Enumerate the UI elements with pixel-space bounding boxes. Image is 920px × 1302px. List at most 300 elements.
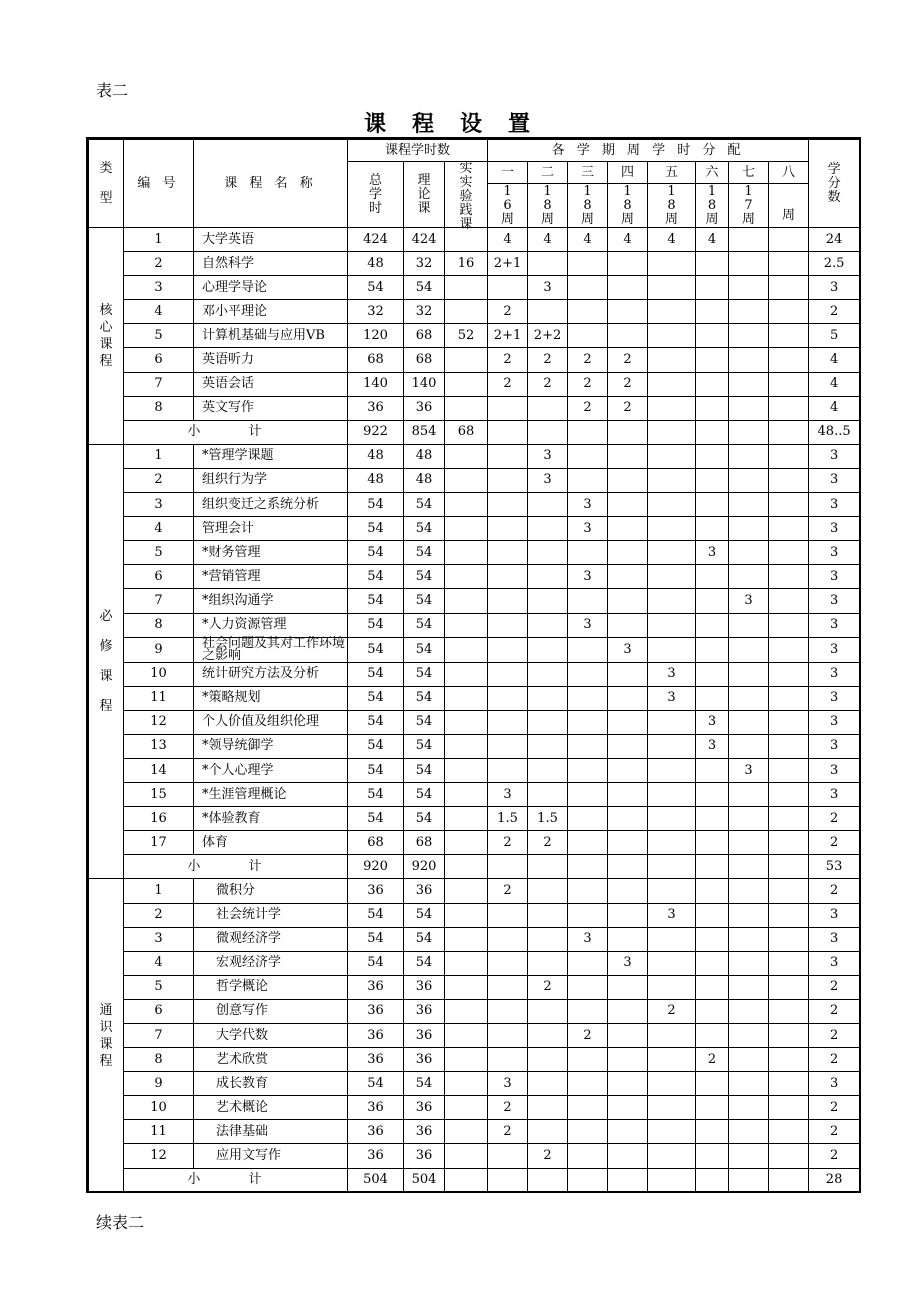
- semester-4-hours: [608, 758, 648, 782]
- semester-2-hours: [528, 541, 568, 565]
- subtotal-semester-7: [729, 855, 769, 879]
- course-name: 个人价值及组织伦理: [194, 710, 348, 734]
- course-name: *营销管理: [194, 565, 348, 589]
- semester-1-hours: [488, 975, 528, 999]
- table-row: [89, 348, 860, 372]
- course-number: 4: [124, 517, 194, 541]
- semester-2-hours: [528, 1024, 568, 1048]
- subtotal-semester-2: [528, 855, 568, 879]
- semester-2-hours: 2: [528, 975, 568, 999]
- course-number: 17: [124, 831, 194, 855]
- course-credit: 3: [809, 444, 860, 468]
- semester-2-hours: [528, 613, 568, 637]
- total-hours: 68: [348, 831, 404, 855]
- table-row: [89, 252, 860, 276]
- total-hours: 48: [348, 444, 404, 468]
- semester-3-hours: [568, 1096, 608, 1120]
- course-number: 1: [124, 879, 194, 903]
- semester-2-hours: [528, 589, 568, 613]
- semester-7-hours: [729, 1024, 769, 1048]
- semester-4-hours: [608, 879, 648, 903]
- practice-hours: [445, 372, 488, 396]
- semester-2-hours: [528, 300, 568, 324]
- semester-7-hours: [729, 710, 769, 734]
- semester-7-hours: [729, 951, 769, 975]
- theory-hours: 54: [404, 1072, 445, 1096]
- table-row: [89, 975, 860, 999]
- semester-5-hours: [648, 807, 696, 831]
- semester-5-hours: [648, 300, 696, 324]
- header-theory: 理论课: [404, 162, 445, 228]
- semester-4-hours: [608, 468, 648, 492]
- semester-3-hours: [568, 783, 608, 807]
- header-semester-2: 二: [528, 162, 568, 184]
- semester-2-hours: [528, 662, 568, 686]
- semester-6-hours: [696, 1120, 729, 1144]
- theory-hours: 54: [404, 903, 445, 927]
- semester-4-hours: 2: [608, 396, 648, 420]
- semester-8-hours: [769, 637, 809, 662]
- semester-7-hours: [729, 300, 769, 324]
- course-credit: 3: [809, 903, 860, 927]
- practice-hours: [445, 1024, 488, 1048]
- semester-1-hours: [488, 276, 528, 300]
- theory-hours: 54: [404, 710, 445, 734]
- semester-4-hours: [608, 1024, 648, 1048]
- subtotal-semester-6: [696, 1168, 729, 1192]
- subtotal-semester-2: [528, 1168, 568, 1192]
- course-credit: 2: [809, 1096, 860, 1120]
- semester-5-hours: [648, 951, 696, 975]
- subtotal-practice-hours: [445, 855, 488, 879]
- semester-3-hours: 3: [568, 613, 608, 637]
- practice-hours: [445, 903, 488, 927]
- semester-1-hours: [488, 951, 528, 975]
- semester-1-hours: 2: [488, 1096, 528, 1120]
- semester-2-hours: 2: [528, 1144, 568, 1168]
- semester-7-hours: [729, 831, 769, 855]
- semester-7-hours: [729, 276, 769, 300]
- semester-7-hours: [729, 1144, 769, 1168]
- semester-8-hours: [769, 396, 809, 420]
- semester-3-hours: [568, 951, 608, 975]
- semester-6-hours: [696, 613, 729, 637]
- semester-3-hours: [568, 903, 608, 927]
- semester-1-hours: 2+1: [488, 252, 528, 276]
- semester-6-hours: [696, 686, 729, 710]
- semester-6-hours: [696, 951, 729, 975]
- table-row: [89, 758, 860, 782]
- semester-5-hours: [648, 1096, 696, 1120]
- semester-1-hours: [488, 396, 528, 420]
- course-number: 8: [124, 1048, 194, 1072]
- theory-hours: 48: [404, 444, 445, 468]
- course-number: 3: [124, 276, 194, 300]
- subtotal-semester-4: [608, 420, 648, 444]
- theory-hours: 36: [404, 879, 445, 903]
- course-number: 3: [124, 493, 194, 517]
- subtotal-semester-4: [608, 855, 648, 879]
- semester-6-hours: [696, 879, 729, 903]
- semester-2-hours: [528, 710, 568, 734]
- semester-5-hours: 3: [648, 662, 696, 686]
- semester-7-hours: [729, 396, 769, 420]
- course-credit: 24: [809, 228, 860, 252]
- semester-4-hours: [608, 927, 648, 951]
- course-number: 10: [124, 1096, 194, 1120]
- semester-1-hours: [488, 493, 528, 517]
- semester-6-hours: [696, 396, 729, 420]
- semester-1-hours: 2: [488, 879, 528, 903]
- semester-8-hours: [769, 228, 809, 252]
- header-weeks-6: 18周: [696, 184, 729, 228]
- semester-8-hours: [769, 686, 809, 710]
- total-hours: 120: [348, 324, 404, 348]
- semester-5-hours: [648, 758, 696, 782]
- course-credit: 3: [809, 613, 860, 637]
- semester-6-hours: [696, 1024, 729, 1048]
- semester-3-hours: 3: [568, 565, 608, 589]
- semester-8-hours: [769, 662, 809, 686]
- course-number: 6: [124, 348, 194, 372]
- semester-1-hours: [488, 734, 528, 758]
- practice-hours: [445, 686, 488, 710]
- course-number: 1: [124, 444, 194, 468]
- course-credit: 2: [809, 975, 860, 999]
- header-practice: 实实验践课: [445, 162, 488, 228]
- header-semester-group: 各 学 期 周 学 时 分 配: [488, 140, 809, 162]
- course-credit: 3: [809, 493, 860, 517]
- theory-hours: 32: [404, 252, 445, 276]
- semester-7-hours: [729, 686, 769, 710]
- practice-hours: [445, 807, 488, 831]
- semester-1-hours: [488, 662, 528, 686]
- table-label: 表二: [96, 81, 129, 100]
- practice-hours: [445, 758, 488, 782]
- course-table: [88, 139, 860, 1193]
- course-credit: 3: [809, 783, 860, 807]
- course-credit: 4: [809, 372, 860, 396]
- theory-hours: 54: [404, 951, 445, 975]
- theory-hours: 48: [404, 468, 445, 492]
- table-body: [89, 228, 860, 1193]
- course-name: 管理会计: [194, 517, 348, 541]
- total-hours: 54: [348, 807, 404, 831]
- course-credit: 3: [809, 662, 860, 686]
- semester-8-hours: [769, 565, 809, 589]
- total-hours: 54: [348, 734, 404, 758]
- header-weeks-3: 18周: [568, 184, 608, 228]
- semester-7-hours: [729, 662, 769, 686]
- semester-1-hours: 2: [488, 1120, 528, 1144]
- semester-4-hours: [608, 831, 648, 855]
- semester-5-hours: [648, 276, 696, 300]
- course-name: 创意写作: [194, 999, 348, 1023]
- semester-4-hours: [608, 252, 648, 276]
- course-name: 艺术概论: [194, 1096, 348, 1120]
- semester-2-hours: [528, 565, 568, 589]
- semester-3-hours: [568, 541, 608, 565]
- semester-1-hours: 2: [488, 831, 528, 855]
- semester-2-hours: [528, 758, 568, 782]
- semester-1-hours: [488, 710, 528, 734]
- semester-1-hours: 2: [488, 300, 528, 324]
- semester-8-hours: [769, 831, 809, 855]
- semester-3-hours: [568, 1120, 608, 1144]
- course-name: *财务管理: [194, 541, 348, 565]
- semester-4-hours: [608, 1096, 648, 1120]
- semester-1-hours: 1.5: [488, 807, 528, 831]
- subtotal-theory-hours: 504: [404, 1168, 445, 1192]
- semester-2-hours: [528, 927, 568, 951]
- semester-1-hours: 3: [488, 783, 528, 807]
- theory-hours: 54: [404, 541, 445, 565]
- subtotal-label: 小 计: [124, 420, 348, 444]
- semester-2-hours: [528, 396, 568, 420]
- semester-5-hours: [648, 565, 696, 589]
- semester-1-hours: [488, 565, 528, 589]
- semester-4-hours: [608, 903, 648, 927]
- course-number: 5: [124, 324, 194, 348]
- subtotal-semester-3: [568, 1168, 608, 1192]
- total-hours: 36: [348, 1024, 404, 1048]
- course-name: 应用文写作: [194, 1144, 348, 1168]
- semester-8-hours: [769, 1024, 809, 1048]
- course-name: *管理学课题: [194, 444, 348, 468]
- semester-4-hours: [608, 1120, 648, 1144]
- semester-5-hours: 4: [648, 228, 696, 252]
- semester-2-hours: [528, 783, 568, 807]
- semester-6-hours: [696, 324, 729, 348]
- total-hours: 54: [348, 517, 404, 541]
- subtotal-credit: 28: [809, 1168, 860, 1192]
- semester-7-hours: [729, 493, 769, 517]
- semester-3-hours: 2: [568, 1024, 608, 1048]
- semester-1-hours: 2: [488, 348, 528, 372]
- semester-4-hours: [608, 662, 648, 686]
- semester-5-hours: 2: [648, 999, 696, 1023]
- semester-2-hours: 2: [528, 372, 568, 396]
- semester-1-hours: [488, 444, 528, 468]
- semester-2-hours: [528, 637, 568, 662]
- semester-8-hours: [769, 1048, 809, 1072]
- semester-2-hours: 3: [528, 468, 568, 492]
- semester-2-hours: [528, 517, 568, 541]
- header-weeks-8: 周: [769, 184, 809, 228]
- theory-hours: 36: [404, 975, 445, 999]
- theory-hours: 54: [404, 493, 445, 517]
- semester-5-hours: [648, 613, 696, 637]
- semester-4-hours: [608, 565, 648, 589]
- table-row: [89, 300, 860, 324]
- total-hours: 54: [348, 565, 404, 589]
- course-number: 2: [124, 468, 194, 492]
- course-credit: 4: [809, 348, 860, 372]
- subtotal-practice-hours: [445, 1168, 488, 1192]
- theory-hours: 32: [404, 300, 445, 324]
- semester-4-hours: [608, 807, 648, 831]
- semester-2-hours: [528, 1072, 568, 1096]
- header-weeks-1: 16周: [488, 184, 528, 228]
- semester-7-hours: 3: [729, 589, 769, 613]
- subtotal-row: [89, 855, 860, 879]
- semester-2-hours: [528, 1096, 568, 1120]
- table-row: [89, 444, 860, 468]
- theory-hours: 54: [404, 517, 445, 541]
- semester-5-hours: [648, 541, 696, 565]
- semester-1-hours: [488, 468, 528, 492]
- semester-6-hours: [696, 1144, 729, 1168]
- course-number: 9: [124, 637, 194, 662]
- table-row: [89, 1072, 860, 1096]
- semester-5-hours: [648, 1144, 696, 1168]
- semester-5-hours: 3: [648, 686, 696, 710]
- table-row: [89, 710, 860, 734]
- semester-2-hours: 1.5: [528, 807, 568, 831]
- semester-3-hours: [568, 831, 608, 855]
- semester-3-hours: [568, 324, 608, 348]
- semester-8-hours: [769, 999, 809, 1023]
- semester-6-hours: 3: [696, 710, 729, 734]
- theory-hours: 54: [404, 686, 445, 710]
- course-name: 社会问题及其对工作环境之影响: [194, 637, 348, 662]
- semester-6-hours: [696, 444, 729, 468]
- course-name: 组织变迁之系统分析: [194, 493, 348, 517]
- table-row: [89, 999, 860, 1023]
- header-hours-group: 课程学时数: [348, 140, 488, 162]
- header-weeks-4: 18周: [608, 184, 648, 228]
- header-credits: 学分数: [809, 140, 860, 228]
- semester-1-hours: [488, 686, 528, 710]
- semester-2-hours: 2: [528, 348, 568, 372]
- total-hours: 54: [348, 927, 404, 951]
- course-number: 1: [124, 228, 194, 252]
- semester-5-hours: [648, 1048, 696, 1072]
- semester-8-hours: [769, 903, 809, 927]
- course-number: 4: [124, 951, 194, 975]
- semester-2-hours: [528, 686, 568, 710]
- course-number: 7: [124, 589, 194, 613]
- semester-7-hours: [729, 807, 769, 831]
- semester-7-hours: [729, 228, 769, 252]
- semester-8-hours: [769, 444, 809, 468]
- total-hours: 54: [348, 1072, 404, 1096]
- total-hours: 36: [348, 1096, 404, 1120]
- semester-6-hours: [696, 372, 729, 396]
- semester-4-hours: 2: [608, 372, 648, 396]
- course-name: 邓小平理论: [194, 300, 348, 324]
- semester-7-hours: [729, 927, 769, 951]
- semester-5-hours: [648, 637, 696, 662]
- semester-7-hours: [729, 879, 769, 903]
- course-name: *组织沟通学: [194, 589, 348, 613]
- course-name: 微观经济学: [194, 927, 348, 951]
- semester-6-hours: 3: [696, 541, 729, 565]
- semester-7-hours: [729, 565, 769, 589]
- total-hours: 54: [348, 686, 404, 710]
- total-hours: 48: [348, 468, 404, 492]
- semester-3-hours: [568, 686, 608, 710]
- semester-5-hours: [648, 493, 696, 517]
- semester-4-hours: [608, 589, 648, 613]
- table-row: [89, 493, 860, 517]
- semester-1-hours: [488, 541, 528, 565]
- course-name: *体验教育: [194, 807, 348, 831]
- semester-8-hours: [769, 276, 809, 300]
- semester-3-hours: [568, 1144, 608, 1168]
- table-row: [89, 1096, 860, 1120]
- practice-hours: [445, 613, 488, 637]
- course-credit: 3: [809, 710, 860, 734]
- subtotal-theory-hours: 854: [404, 420, 445, 444]
- subtotal-semester-5: [648, 855, 696, 879]
- practice-hours: [445, 565, 488, 589]
- total-hours: 54: [348, 276, 404, 300]
- course-name: *领导统御学: [194, 734, 348, 758]
- course-credit: 3: [809, 517, 860, 541]
- total-hours: 54: [348, 589, 404, 613]
- theory-hours: 424: [404, 228, 445, 252]
- subtotal-semester-6: [696, 420, 729, 444]
- course-credit: 5: [809, 324, 860, 348]
- subtotal-semester-1: [488, 855, 528, 879]
- theory-hours: 36: [404, 1120, 445, 1144]
- semester-5-hours: [648, 396, 696, 420]
- semester-6-hours: [696, 276, 729, 300]
- course-number: 10: [124, 662, 194, 686]
- header-semester-7: 七: [729, 162, 769, 184]
- semester-1-hours: [488, 927, 528, 951]
- semester-7-hours: [729, 348, 769, 372]
- theory-hours: 54: [404, 565, 445, 589]
- course-credit: 3: [809, 637, 860, 662]
- course-number: 6: [124, 999, 194, 1023]
- semester-7-hours: [729, 1096, 769, 1120]
- course-credit: 3: [809, 468, 860, 492]
- course-credit: 2: [809, 1024, 860, 1048]
- course-credit: 3: [809, 276, 860, 300]
- course-number: 6: [124, 565, 194, 589]
- total-hours: 54: [348, 637, 404, 662]
- semester-4-hours: [608, 300, 648, 324]
- practice-hours: [445, 734, 488, 758]
- semester-6-hours: [696, 1072, 729, 1096]
- semester-6-hours: [696, 831, 729, 855]
- course-credit: 3: [809, 565, 860, 589]
- semester-4-hours: [608, 1144, 648, 1168]
- semester-7-hours: [729, 734, 769, 758]
- semester-3-hours: [568, 589, 608, 613]
- semester-6-hours: [696, 468, 729, 492]
- semester-7-hours: [729, 517, 769, 541]
- practice-hours: [445, 348, 488, 372]
- header-semester-6: 六: [696, 162, 729, 184]
- course-number: 7: [124, 372, 194, 396]
- practice-hours: [445, 300, 488, 324]
- course-credit: 4: [809, 396, 860, 420]
- semester-7-hours: [729, 783, 769, 807]
- semester-4-hours: [608, 686, 648, 710]
- subtotal-semester-8: [769, 420, 809, 444]
- semester-8-hours: [769, 372, 809, 396]
- course-name: *策略规划: [194, 686, 348, 710]
- course-number: 7: [124, 1024, 194, 1048]
- semester-8-hours: [769, 300, 809, 324]
- semester-7-hours: [729, 903, 769, 927]
- semester-1-hours: [488, 999, 528, 1023]
- semester-6-hours: [696, 589, 729, 613]
- semester-8-hours: [769, 1096, 809, 1120]
